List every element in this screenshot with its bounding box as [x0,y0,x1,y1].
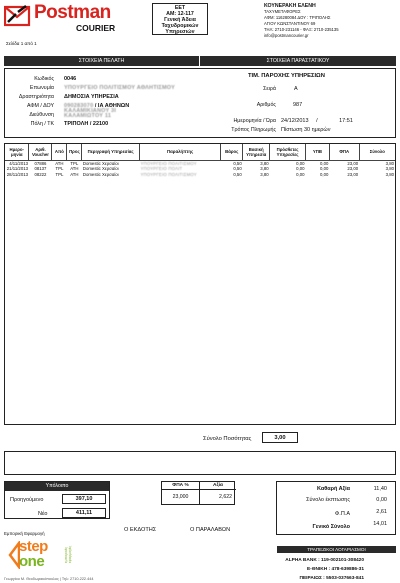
balance-box [4,481,110,519]
total-vat-label: Φ.Π.Α [334,511,350,517]
cell-vat: 23,00 [347,171,359,177]
bank-line: Ε-ΘΝΙΚΗ : 478-639886-31 [306,567,364,572]
total-net-value: 11,40 [373,486,387,492]
grand-total-value: 14,01 [373,521,387,527]
table-row [5,172,395,178]
balance-new-label: Νέο [38,511,48,517]
label-series: Σειρά [263,86,276,92]
balance-header: Υπόλοιπο [5,482,109,491]
total-discount-value: 0,00 [376,497,387,503]
vendor-caption: Εμπορική Εφαρμογή [4,531,45,536]
invoice-title: ΤΙΜ. ΠΑΡΟΧΗΣ ΥΠΗΡΕΣΙΩΝ [248,73,325,79]
total-discount-label: Σύνολο έκπτωσης [306,497,350,503]
cell-to: ATH [70,171,79,177]
bank-title-bar [277,546,396,553]
cell-from: TPL [55,171,64,177]
cell-basic: 3,80 [260,160,269,166]
label-code: Κωδικός [34,76,54,82]
company-address: ΑΓΙΟΥ ΚΩΝΣΤΑΝΤΙΝΟΥ 69 [264,21,316,26]
cell-to: TPL [70,160,79,166]
client-code: 0046 [64,76,77,82]
total-vat-value: 2,61 [376,509,387,515]
client-activity: ΔΗΜΟΣΙΑ ΥΠΗΡΕΣΙΑ [64,94,119,100]
cell-voucher: 08137 [34,166,47,171]
issuer-signature-label: Ο ΕΚΔΟΤΗΣ [124,527,157,533]
cell-recipient: ΥΠΟΥΡΓΕΙΟ ΠΟΛΙΤ [140,166,183,171]
cell-weight: 0,50 [233,160,242,166]
grand-total-label: Γενικό Σύνολο [312,524,350,530]
company-email: info@postmancourier.gr [264,33,309,38]
cell-basic: 3,80 [260,171,269,177]
client-section-title: ΣΤΟΙΧΕΙΑ ΠΕΛΑΤΗ [78,58,125,64]
items-table-box [4,143,396,425]
col-header: Προς [67,144,82,160]
col-header: Αριθ. Voucher [29,144,52,160]
invoice-date-separator: / [316,118,318,124]
cell-from: ATH [55,160,64,166]
cell-from: TPL [55,166,64,171]
sum-quantity-value: 3,00 [262,432,298,443]
client-name: ΥΠΟΥΡΓΕΙΟ ΠΟΛΙΤΙΣΜΟΥ ΑΘΛΗΤΙΣΜΟΥ [64,85,175,91]
col-header: ΦΠΑ [329,144,359,160]
license-line: ΑΜ: 12-117 [166,11,194,17]
items-table [5,144,395,177]
client-afm-doy: / ΙΑ ΑΘΗΝΩΝ [94,103,130,109]
envelope-icon [4,4,36,30]
cell-extra: 0,00 [296,166,305,171]
cell-basic: 3,80 [260,166,269,171]
bank-title: ΤΡΑΠΕΖΙΚΟΙ ΛΟΓΑΡΙΑΣΜΟΙ [307,547,366,552]
client-section-bar [4,56,199,66]
page-label: Σελίδα 1 από 1 [6,41,37,46]
cell-ypb: 0,00 [320,166,329,171]
cell-weight: 0,50 [233,171,242,177]
cell-to: ATH [70,166,79,171]
total-net-label: Καθαρή Αξία [317,486,350,492]
balance-prev-label: Προηγούμενο [10,497,44,503]
client-address-line: ΚΑΛΑΜΙΚΙΑΝΟΥ 3Ι [64,108,117,114]
cell-weight: 0,50 [233,166,242,171]
cell-ypb: 0,00 [320,160,329,166]
cell-service: Domestic Χερσαίοι [82,171,119,177]
cell-recipient: ΥΠΟΥΡΓΕΙΟ ΠΟΛΙΤΙΣΜΟΥ [140,171,197,177]
vat-rate: 23,000 [172,494,189,500]
receiver-signature-label: Ο ΠΑΡΑΛΑΒΩΝ [190,527,231,533]
col-header: ΥΠΒ [306,144,330,160]
col-header: Πρόσθετες Υπηρεσίες [270,144,306,160]
cell-vat: 23,00 [347,166,359,171]
vendor-step: step [19,538,48,555]
vendor-tagline: εμπορικές εφαρμογές [64,545,72,563]
invoice-date: 24/12/2013 [281,118,309,124]
client-labels [10,75,54,129]
col-header: Από [52,144,67,160]
cell-date: 21/11/2013 [6,166,28,171]
items-header-row [5,144,395,160]
notes-box [4,451,396,475]
company-phones: ΤΗΛ: 2710-231146 - ΦΑΞ: 2710-235135 [264,27,339,32]
cell-date: 4/11/2013 [9,160,28,166]
client-afm-number: 090283070 [64,103,94,109]
label-payment: Τρόπος Πληρωμής [231,127,276,133]
balance-prev-value: 397,10 [62,494,106,504]
label-city: Πόλη / ΤΚ [30,121,54,127]
bank-line: ALPHA BANK : 119-002101-308420 [285,558,364,563]
cell-extra: 0,00 [296,160,305,166]
cell-service: Domestic Χερσαίοι [82,166,119,171]
cell-ypb: 0,00 [320,171,329,177]
invoice-values [281,85,393,135]
cell-voucher: 08222 [34,171,47,177]
label-datetime: Ημερομηνία / Ώρα [233,118,276,124]
license-line: Ταχυδρομικών [161,23,199,29]
bank-lines [284,556,396,583]
vat-table [161,481,235,505]
label-activity: Δραστηριότητα [18,94,54,100]
col-header: Βασική Υπηρεσία [243,144,270,160]
vendor-one: one [19,553,45,570]
balance-new-value: 411,11 [62,508,106,518]
invoice-number: 987 [293,102,303,108]
label-afm: ΑΦΜ / ΔΟΥ [26,103,54,109]
invoice-payment: Πίστωση 30 ημερών [281,127,331,133]
brand-name: Postman [34,2,111,23]
label-number: Αριθμός [256,102,276,108]
cell-service: Domestic Χερσαίοι [82,160,119,166]
company-activity: ΤΑΧΥΜΕΤΑΦΟΡΕΣ [264,9,301,14]
client-city: ΤΡΙΠΟΛΗ / 22100 [64,121,109,127]
company-info [264,3,398,39]
license-line: Γενική Άδεια [164,17,196,23]
bank-line: ΠΕΙΡΑΙΩΣ : 5503-037663-841 [299,576,364,581]
brand-logo [4,2,122,36]
invoice-section-title: ΣΤΟΙΧΕΙΑ ΠΑΡΑΣΤΑΤΙΚΟΥ [266,58,330,64]
invoice-time: 17:51 [339,118,353,124]
client-address [64,108,194,120]
brand-courier: COURIER [76,23,116,33]
col-header: Ημερο-μηνία [5,144,29,160]
invoice-series: Α [294,86,298,92]
vendor-address: Γεωργίου Μ. Θεοδωρακόπουλος | Τηλ: 2710-222.444 [4,577,94,581]
col-header: Βάρος [221,144,243,160]
col-header: Παραλήπτης [139,144,220,160]
cell-voucher: 07886 [34,160,47,166]
totals-box [276,481,396,535]
license-box [152,3,208,35]
sum-quantity-label: Σύνολο Ποσότητας [203,436,252,442]
client-address-line2: ΚΑΛΑΜΙΩΤΟΥ 11 [64,113,112,119]
invoice-section-bar [200,56,396,66]
cell-vat: 23,00 [347,160,359,166]
cell-extra: 0,00 [296,171,305,177]
vat-header-value: Αξία [213,483,223,488]
label-address: Διεύθυνση [29,112,54,118]
col-header: Περιγραφή Υπηρεσίας [82,144,140,160]
license-line: Υπηρεσιών [165,29,195,35]
invoice-datetime [281,117,393,126]
cell-total: 3,80 [385,160,394,166]
license-line: ΕΕΤ [174,5,186,11]
invoice-labels [222,85,276,135]
cell-total: 3,80 [385,166,394,171]
cell-total: 3,80 [385,171,394,177]
company-afm: ΑΦΜ: 116280084 ΔΟΥ : ΤΡΙΠΟΛΗΣ [264,15,331,20]
vat-header-rate: ΦΠΑ % [172,483,189,488]
cell-date: 28/11/2013 [6,171,28,177]
client-values [64,75,194,129]
software-vendor-logo [4,531,116,583]
company-name: ΚΟΥΝΕΡΑΚΗ ΕΛΕΝΗ [264,3,316,9]
cell-recipient: ΥΠΟΥΡΓΕΙΟ ΠΟΛΙΤΙΣΜΟΥ [140,160,197,166]
col-header: Σύνολο [359,144,395,160]
vat-value: 2,622 [219,494,232,500]
label-name: Επωνυμία [29,85,54,91]
